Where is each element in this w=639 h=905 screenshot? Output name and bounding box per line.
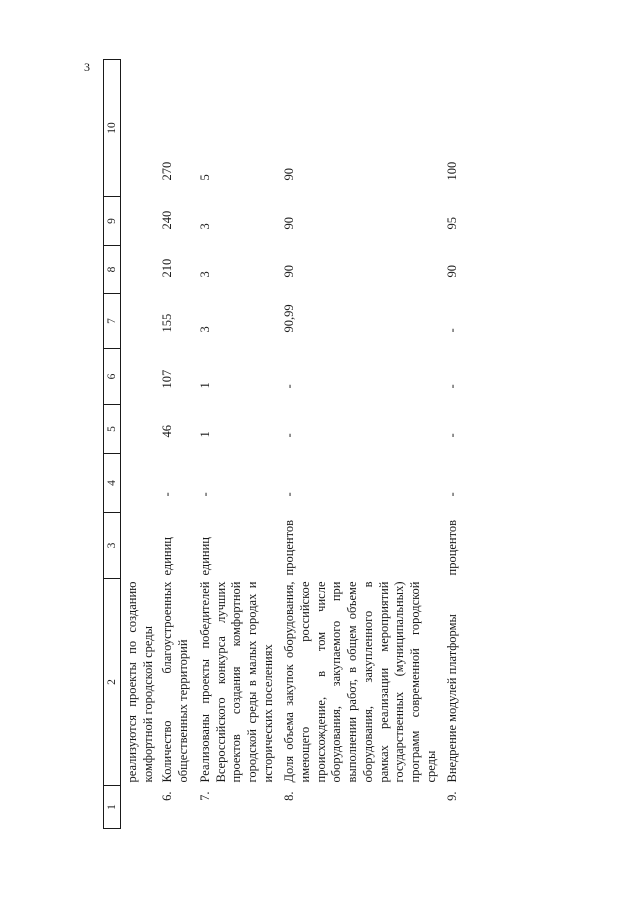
value-cell: -	[282, 433, 297, 438]
value-cell: -	[445, 384, 460, 389]
column-header: 2	[104, 579, 121, 786]
indicator-name: реализуются проекты по созданию комфортной городской среды	[125, 581, 155, 783]
value-cell: -	[197, 492, 212, 497]
indicator-name: Реализованы проекты победителей Всероссийского конкурса лучших проектов создания комфортной городской среды в малых городах и исторических поселениях	[197, 581, 275, 783]
value-cell	[121, 60, 157, 197]
unit-cell: единиц	[160, 536, 175, 576]
value-cell: -	[445, 433, 460, 438]
value-cell: 90	[282, 168, 297, 181]
column-header: 9	[104, 197, 121, 246]
value-cell	[121, 349, 157, 405]
table-row	[121, 60, 157, 829]
unit-cell	[121, 513, 157, 579]
value-cell: 210	[160, 258, 175, 278]
table-row	[439, 60, 461, 829]
value-cell: -	[160, 492, 175, 497]
value-cell: 90	[282, 265, 297, 278]
value-cell	[121, 246, 157, 294]
value-cell: 100	[445, 161, 460, 181]
value-cell: 95	[445, 217, 460, 230]
value-cell: 240	[160, 210, 175, 230]
table-header-row	[104, 60, 121, 829]
row-number: 9.	[445, 791, 460, 801]
row-number	[121, 786, 157, 829]
value-cell	[121, 405, 157, 454]
table-row	[276, 60, 439, 829]
value-cell	[121, 294, 157, 349]
value-cell: -	[282, 492, 297, 497]
value-cell: 3	[197, 326, 212, 333]
column-header: 6	[104, 349, 121, 405]
value-cell: 90	[282, 217, 297, 230]
table-row	[192, 60, 277, 829]
row-number: 8.	[282, 791, 297, 801]
value-cell: 1	[197, 382, 212, 389]
unit-cell: единиц	[197, 536, 212, 576]
value-cell: 107	[160, 369, 175, 389]
column-header: 8	[104, 246, 121, 294]
table-row	[156, 60, 191, 829]
value-cell: -	[445, 328, 460, 333]
column-header: 7	[104, 294, 121, 349]
value-cell: 90,99	[282, 304, 297, 333]
value-cell: 3	[197, 223, 212, 230]
value-cell: -	[445, 492, 460, 497]
value-cell: 270	[160, 161, 175, 181]
value-cell: 1	[197, 431, 212, 438]
indicator-name: Внедрение модулей платформы	[445, 614, 460, 783]
indicator-name: Количество благоустроенных общественных территорий	[160, 581, 191, 783]
value-cell: -	[282, 384, 297, 389]
column-header: 3	[104, 513, 121, 579]
unit-cell: процентов	[282, 519, 297, 576]
value-cell: 3	[197, 271, 212, 278]
row-number: 7.	[197, 791, 212, 801]
value-cell: 46	[160, 425, 175, 438]
column-header: 4	[104, 454, 121, 513]
value-cell: 5	[197, 174, 212, 181]
value-cell: 90	[445, 265, 460, 278]
rotated-table-container	[103, 60, 578, 829]
column-header: 1	[104, 786, 121, 829]
row-number: 6.	[160, 791, 175, 801]
unit-cell: процентов	[445, 519, 460, 576]
value-cell: 155	[160, 313, 175, 333]
column-header: 10	[104, 60, 121, 197]
indicator-name: Доля объема закупок оборудования, имеющего российское происхождение, в том числе оборудования, закупаемого при выполнении работ, в общем объеме оборудования, закупленного в рамках реализации мероприятий государственных (муниципальных) программ современной городской среды	[282, 581, 438, 783]
column-header: 5	[104, 405, 121, 454]
value-cell	[121, 197, 157, 246]
page-number: 3	[84, 60, 90, 74]
value-cell	[121, 454, 157, 513]
indicators-table	[103, 59, 461, 829]
